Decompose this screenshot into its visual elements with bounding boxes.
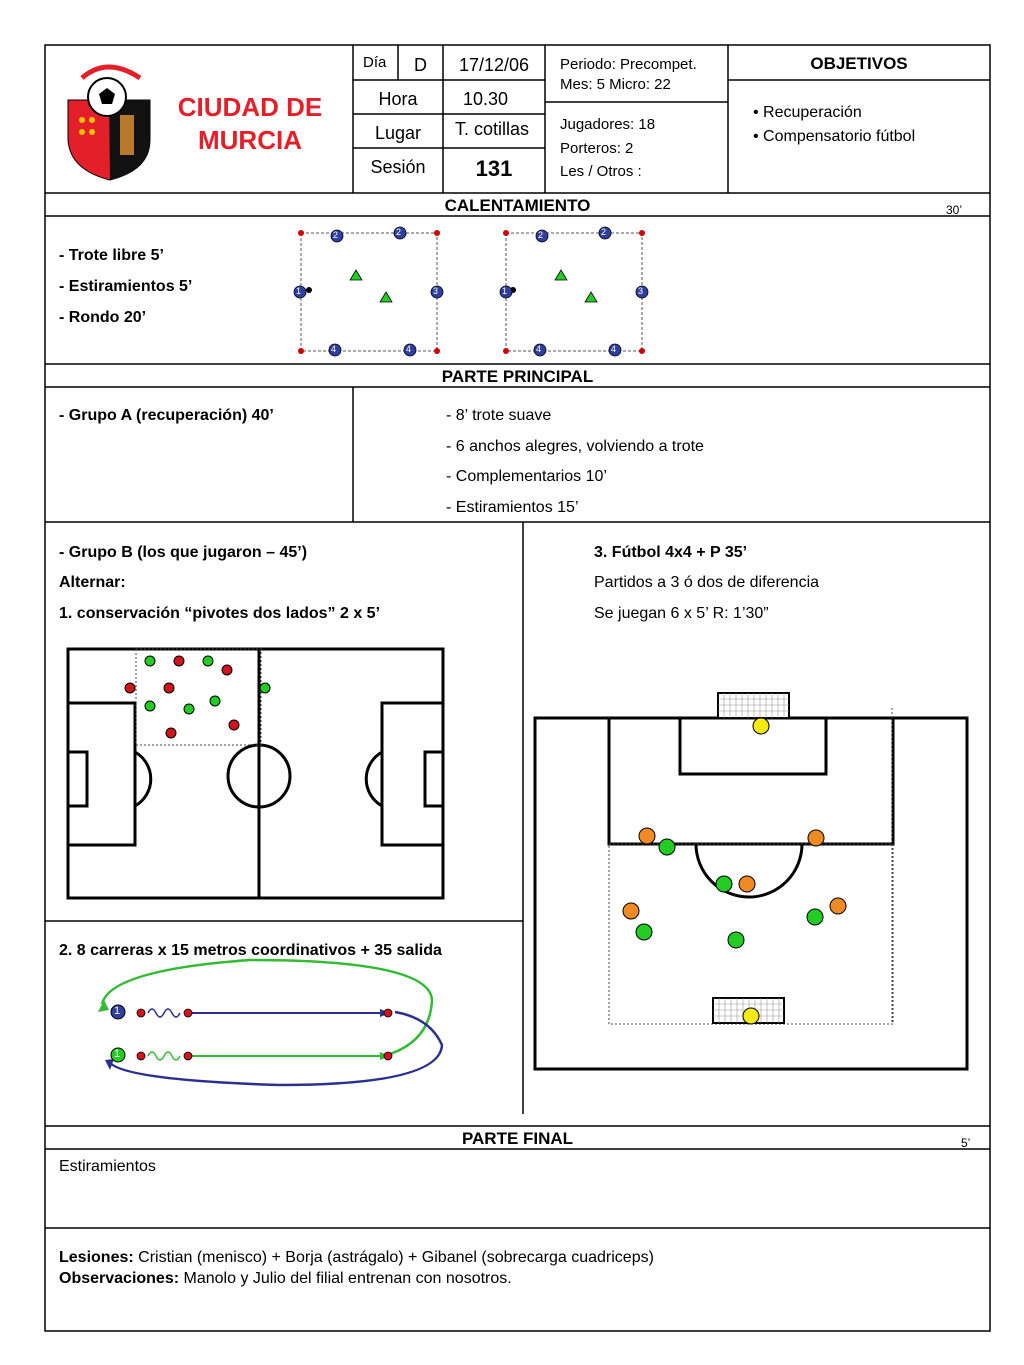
marker-number: 2 [601,227,607,237]
exercise-3-line: Se juegan 6 x 5’ R: 1’30” [594,605,769,622]
goal-top [718,693,789,718]
lesiones-label: Lesiones: [59,1249,134,1266]
otros: Les / Otros : [560,163,642,180]
observaciones-text: Manolo y Julio del filial entrenan con nosotros. [183,1270,512,1287]
lesiones-line [59,1250,654,1266]
lugar-value: T. cotillas [455,119,530,139]
warmup-item: - Trote libre 5’ [59,247,164,264]
warmup-item: - Estiramientos 5’ [59,278,193,295]
lugar-label: Lugar [374,123,422,143]
marker-number: 4 [611,344,617,354]
hora-value: 10.30 [463,89,509,109]
alternar: Alternar: [59,574,126,591]
calentamiento-time: 30’ [946,203,963,217]
dia-value: D [414,55,427,75]
grupo-b: - Grupo B (los que jugaron – 45’) [59,544,308,561]
date-value: 17/12/06 [458,55,530,75]
sesion-label: Sesión [370,157,426,177]
mes-micro: Mes: 5 Micro: 22 [560,76,671,93]
dia-label: Día [363,54,387,71]
final-text: Estiramientos [59,1158,156,1175]
exercise-2-title: 2. 8 carreras x 15 metros coordinativos + 35 salida [59,942,442,959]
club-name-line1: CIUDAD DE [177,92,323,122]
periodo: Periodo: Precompet. [560,56,697,73]
marker-number: 1 [114,1005,121,1017]
marker-number: 3 [638,286,644,296]
jugadores: Jugadores: 18 [560,116,656,133]
pitch-diagram [68,649,443,898]
marker-number: 4 [536,344,542,354]
lesiones-text: Cristian (menisco) + Borja (astrágalo) + Gibanel (sobrecarga cuadriceps) [138,1249,654,1266]
section-title-principal: PARTE PRINCIPAL [441,367,594,386]
club-name-line2: MURCIA [198,125,302,155]
grupo-a-item: - 8’ trote suave [446,407,552,424]
marker-number: 1 [296,286,302,296]
grupo-a-item: - 6 anchos alegres, volviendo a trote [446,438,704,455]
marker-number: 2 [538,230,544,240]
exercise-3-title: 3. Fútbol 4x4 + P 35’ [594,544,748,561]
hora-label: Hora [378,89,418,109]
final-time: 5’ [961,1136,971,1150]
objetivos-title: OBJETIVOS [810,54,908,73]
marker-number: 4 [406,344,412,354]
exercise-3-line: Partidos a 3 ó dos de diferencia [594,574,820,591]
section-title-calentamiento: CALENTAMIENTO [444,196,591,215]
marker-number: 2 [396,227,402,237]
marker-number: 3 [433,286,439,296]
sprint-diagram [98,960,442,1085]
grupo-a: - Grupo A (recuperación) 40’ [59,407,274,424]
exercise-1-title: 1. conservación “pivotes dos lados” 2 x 5’ [59,605,381,622]
club-logo [68,67,150,180]
grupo-a-item: - Estiramientos 15’ [446,499,579,516]
marker-number: 1 [502,286,508,296]
players-ex1 [125,656,270,738]
players-ex3 [623,718,846,1024]
objetivo-item: • Recuperación [753,104,862,121]
grupo-a-item: - Complementarios 10’ [446,468,607,485]
marker-number: 1 [114,1048,121,1060]
objetivo-item: • Compensatorio fútbol [753,128,916,145]
marker-number: 4 [331,344,337,354]
observaciones-label: Observaciones: [59,1270,180,1287]
rondo-markers [294,227,648,356]
rondo-diagram-2 [503,227,645,354]
marker-number: 2 [333,230,339,240]
warmup-item: - Rondo 20’ [59,309,147,326]
section-title-final: PARTE FINAL [461,1129,574,1148]
observaciones-line [59,1271,512,1287]
sesion-value: 131 [475,156,513,181]
rondo-diagram-1 [298,227,440,354]
porteros: Porteros: 2 [560,140,634,157]
